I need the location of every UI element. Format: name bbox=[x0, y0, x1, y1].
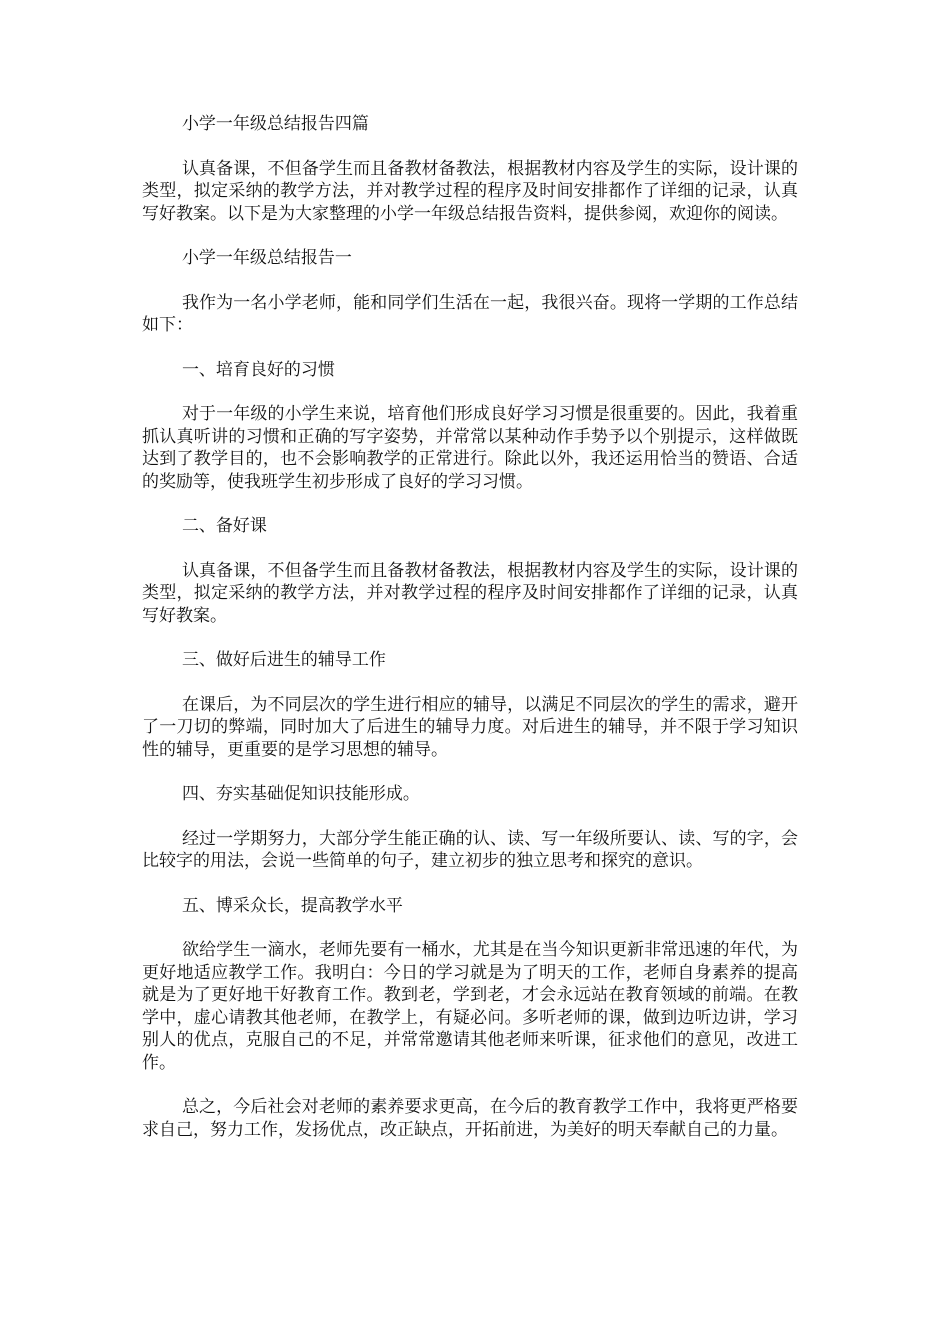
document-page bbox=[142, 113, 798, 1163]
section-paragraph-teaching-level: 欲给学生一滴水，老师先要有一桶水，尤其是在当今知识更新非常迅速的年代，为更好地适应教学工作。我明白：今日的学习就是为了明天的工作，老师自身素养的提高就是为了更好地干好教育工作。教到老，学到老，才会永远站在教育领域的前端。在教学中，虚心请教其他老师，在教学上，有疑必问。多听老师的课，做到边听边讲，学习别人的优点，克服自己的不足，并常常邀请其他老师来听课，征求他们的意见，改进工作。 bbox=[142, 940, 798, 1073]
section-heading-tutoring: 三、做好后进生的辅导工作 bbox=[181, 650, 386, 670]
section-heading-habits: 一、培育良好的习惯 bbox=[181, 359, 335, 380]
intro-paragraph: 认真备课，不但备学生而且备教材备教法，根据教材内容及学生的实际，设计课的类型，拟定采纳的教学方法，并对教学过程的程序及时间安排都作了详细的记录，认真写好教案。以下是为大家整理的小学一年级总结报告资料，提供参阅，欢迎你的阅读。 bbox=[142, 158, 798, 224]
section-heading-lesson-prep: 二、备好课 bbox=[181, 516, 267, 536]
conclusion-paragraph: 总之，今后社会对老师的素养要求更高，在今后的教育教学工作中，我将更严格要求自己，努力工作，发扬优点，改正缺点，开拓前进，为美好的明天奉献自己的力量。 bbox=[142, 1097, 798, 1140]
report-one-intro-paragraph: 我作为一名小学老师，能和同学们生活在一起，我很兴奋。现将一学期的工作总结如下： bbox=[142, 292, 798, 335]
section-heading-teaching-level: 五、博采众长，提高教学水平 bbox=[181, 895, 403, 916]
section-paragraph-lesson-prep: 认真备课，不但备学生而且备教材备教法，根据教材内容及学生的实际，设计课的类型，拟定采纳的教学方法，并对教学过程的程序及时间安排都作了详细的记录，认真写好教案。 bbox=[142, 560, 798, 626]
section-paragraph-foundation: 经过一学期努力，大部分学生能正确的认、读、写一年级所要认、读、写的字，会比较字的用法，会说一些简单的句子，建立初步的独立思考和探究的意识。 bbox=[142, 828, 798, 871]
section-heading-foundation: 四、夯实基础促知识技能形成。 bbox=[181, 784, 420, 804]
document-title: 小学一年级总结报告四篇 bbox=[181, 114, 369, 134]
report-one-heading: 小学一年级总结报告一 bbox=[181, 248, 352, 268]
section-paragraph-habits: 对于一年级的小学生来说，培育他们形成良好学习习惯是很重要的。因此，我着重抓认真听讲的习惯和正确的写字姿势，并常常以某种动作手势予以个别提示，这样做既达到了教学目的，也不会影响教学的正常进行。除此以外，我还运用恰当的赞语、合适的奖励等，使我班学生初步形成了良好的学习习惯。 bbox=[142, 404, 798, 492]
section-paragraph-tutoring: 在课后，为不同层次的学生进行相应的辅导，以满足不同层次的学生的需求，避开了一刀切的弊端，同时加大了后进生的辅导力度。对后进生的辅导，并不限于学习知识性的辅导，更重要的是学习思想的辅导。 bbox=[142, 694, 798, 760]
